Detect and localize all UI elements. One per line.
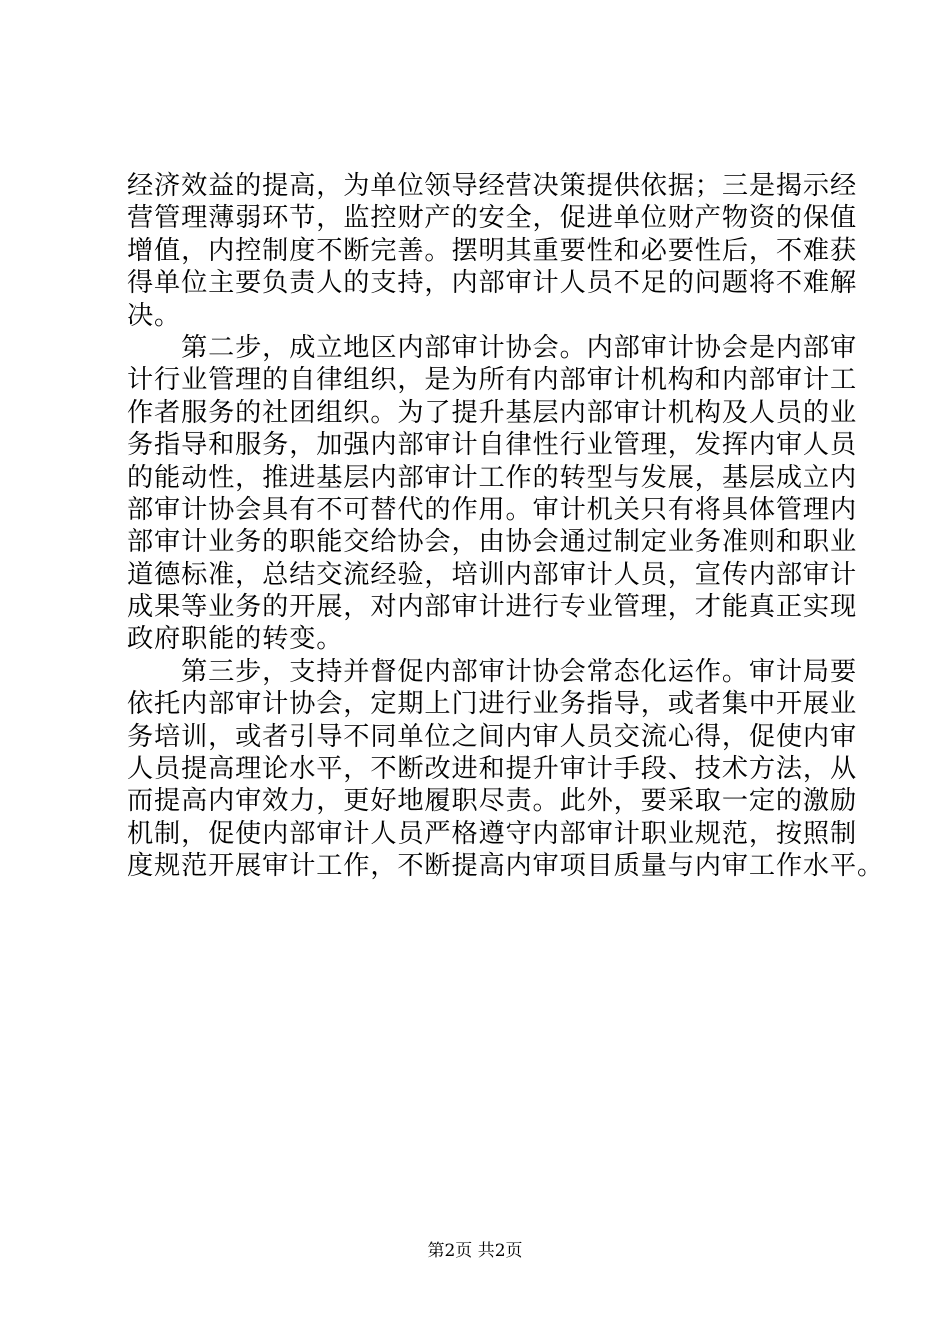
text-line: 得单位主要负责人的支持，内部审计人员不足的问题将不难解	[127, 268, 858, 299]
text-line: 部审计业务的职能交给协会，由协会通过制定业务准则和职业	[127, 527, 858, 558]
text-line: 第二步，成立地区内部审计协会。内部审计协会是内部审	[127, 332, 858, 363]
text-line: 而提高内审效力，更好地履职尽责。此外，要采取一定的激励	[127, 786, 858, 817]
text-line: 的能动性，推进基层内部审计工作的转型与发展，基层成立内	[127, 462, 858, 493]
text-line: 计行业管理的自律组织，是为所有内部审计机构和内部审计工	[127, 365, 858, 396]
text-line: 依托内部审计协会，定期上门进行业务指导，或者集中开展业	[127, 689, 858, 720]
text-line: 第三步，支持并督促内部审计协会常态化运作。审计局要	[127, 656, 858, 687]
text-line: 道德标准，总结交流经验，培训内部审计人员，宣传内部审计	[127, 559, 858, 590]
text-line: 成果等业务的开展，对内部审计进行专业管理，才能真正实现	[127, 592, 858, 623]
text-line: 增值，内控制度不断完善。摆明其重要性和必要性后，不难获	[127, 235, 858, 266]
text-line: 政府职能的转变。	[127, 624, 344, 655]
text-line: 务指导和服务，加强内部审计自律性行业管理，发挥内审人员	[127, 430, 858, 461]
document-body	[127, 170, 885, 883]
text-line: 决。	[127, 300, 182, 331]
text-line: 人员提高理论水平，不断改进和提升审计手段、技术方法，从	[127, 754, 858, 785]
text-line: 营管理薄弱环节，监控财产的安全，促进单位财产物资的保值	[127, 203, 858, 234]
text-line: 经济效益的提高，为单位领导经营决策提供依据；三是揭示经	[127, 171, 858, 201]
text-line: 作者服务的社团组织。为了提升基层内部审计机构及人员的业	[127, 397, 858, 428]
text-line: 务培训，或者引导不同单位之间内审人员交流心得，促使内审	[127, 721, 858, 752]
text-line: 部审计协会具有不可替代的作用。审计机关只有将具体管理内	[127, 494, 858, 525]
page-number-footer: 第2页 共2页	[427, 1241, 523, 1261]
text-line: 度规范开展审计工作，不断提高内审项目质量与内审工作水平。	[127, 851, 885, 882]
text-line: 机制，促使内部审计人员严格遵守内部审计职业规范，按照制	[127, 818, 858, 849]
